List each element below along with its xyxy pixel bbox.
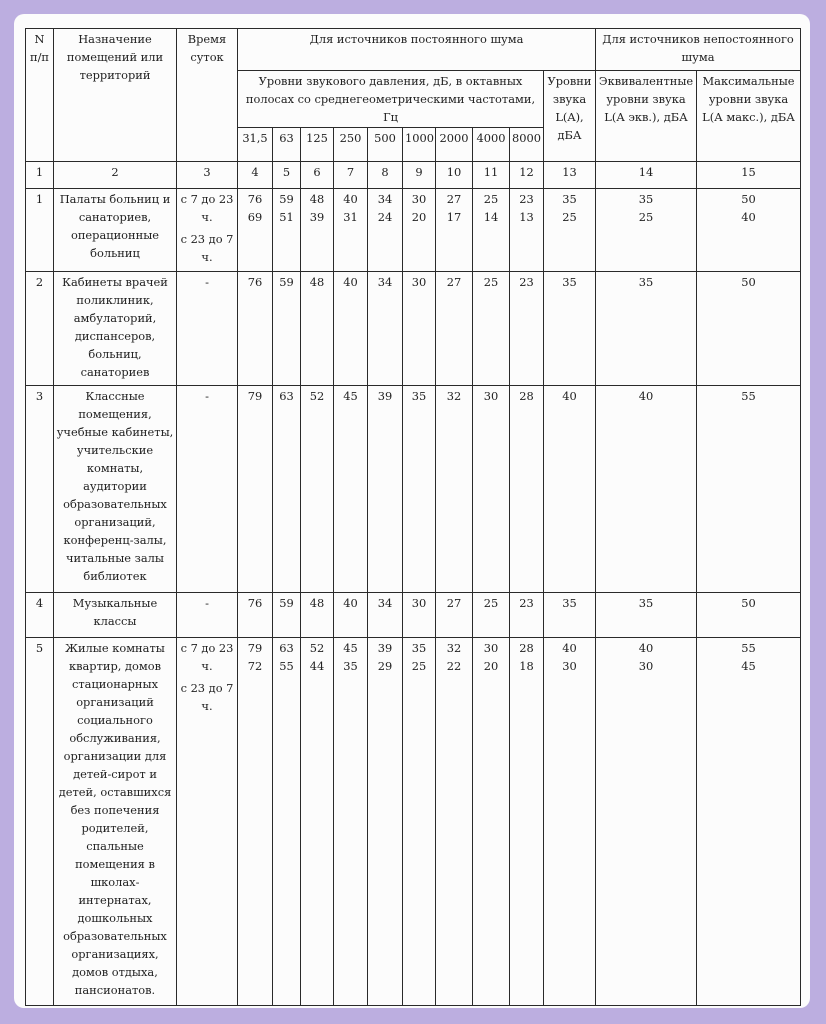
day-value: 63	[279, 641, 294, 655]
time-day: с 7 до 23 ч.	[180, 192, 234, 224]
night-value: 25	[411, 659, 427, 673]
value-cell	[368, 189, 403, 272]
header-constant-noise: Для источников постоянного шума	[238, 29, 596, 71]
value-cell	[403, 638, 436, 1006]
row-time: -	[177, 272, 238, 386]
row-number: 4	[26, 593, 54, 638]
time-night: с 23 до 7 ч.	[180, 681, 234, 713]
night-value: 69	[247, 210, 263, 224]
night-value: 45	[741, 659, 756, 673]
day-value: 30	[411, 192, 427, 206]
row-purpose: Кабинеты врачей поликлиник, амбулаторий, диспансеров, больниц, санаториев	[54, 272, 177, 386]
row-number: 2	[26, 272, 54, 386]
value-cell: 55	[697, 386, 801, 593]
value-cell: 48	[301, 593, 334, 638]
value-cell	[436, 638, 473, 1006]
value-cell: 52	[301, 386, 334, 593]
row-time	[177, 189, 238, 272]
row-number: 5	[26, 638, 54, 1006]
table-row	[26, 638, 801, 1006]
day-value: 23	[519, 192, 534, 206]
table-row	[26, 272, 801, 386]
value-cell: 40	[334, 272, 368, 386]
night-value: 40	[741, 210, 756, 224]
night-value: 31	[343, 210, 358, 224]
value-cell	[544, 189, 596, 272]
row-number: 1	[26, 189, 54, 272]
freq-cell: 250	[334, 128, 368, 162]
night-value: 25	[562, 210, 577, 224]
column-number: 15	[697, 162, 801, 189]
night-value: 18	[519, 659, 534, 673]
day-value: 45	[343, 641, 358, 655]
column-number: 5	[273, 162, 301, 189]
day-value: 59	[279, 192, 294, 206]
column-number: 4	[238, 162, 273, 189]
value-cell	[697, 189, 801, 272]
day-value: 35	[411, 641, 427, 655]
day-value: 39	[377, 641, 393, 655]
night-value: 72	[247, 659, 263, 673]
header-nonconstant-noise: Для источников непостоянного шума	[596, 29, 801, 71]
value-cell: 28	[510, 386, 544, 593]
table-row	[26, 593, 801, 638]
freq-cell: 8000	[510, 128, 544, 162]
value-cell: 39	[368, 386, 403, 593]
night-value: 29	[377, 659, 393, 673]
night-value: 35	[343, 659, 358, 673]
value-cell: 63	[273, 386, 301, 593]
value-cell: 35	[544, 272, 596, 386]
value-cell	[473, 638, 510, 1006]
value-cell: 32	[436, 386, 473, 593]
value-cell	[596, 189, 697, 272]
value-cell: 30	[403, 593, 436, 638]
day-value: 25	[483, 192, 499, 206]
column-number: 13	[544, 162, 596, 189]
value-cell	[473, 189, 510, 272]
value-cell: 76	[238, 272, 273, 386]
day-value: 79	[247, 641, 263, 655]
value-cell: 79	[238, 386, 273, 593]
value-cell	[301, 638, 334, 1006]
value-cell: 25	[473, 272, 510, 386]
night-value: 25	[638, 210, 654, 224]
freq-cell: 125	[301, 128, 334, 162]
value-cell: 59	[273, 593, 301, 638]
value-cell	[301, 189, 334, 272]
value-cell: 23	[510, 272, 544, 386]
column-number: 7	[334, 162, 368, 189]
day-value: 30	[483, 641, 499, 655]
column-number: 12	[510, 162, 544, 189]
freq-cell: 63	[273, 128, 301, 162]
night-value: 20	[411, 210, 427, 224]
value-cell: 40	[334, 593, 368, 638]
row-time: -	[177, 593, 238, 638]
column-number: 11	[473, 162, 510, 189]
freq-cell: 4000	[473, 128, 510, 162]
day-value: 40	[638, 641, 654, 655]
time-day: с 7 до 23 ч.	[180, 641, 234, 673]
row-time: -	[177, 386, 238, 593]
day-value: 28	[519, 641, 534, 655]
value-cell	[334, 638, 368, 1006]
value-cell: 23	[510, 593, 544, 638]
day-value: 50	[741, 192, 756, 206]
value-cell: 45	[334, 386, 368, 593]
freq-cell: 31,5	[238, 128, 273, 162]
day-value: 40	[562, 641, 577, 655]
value-cell: 50	[697, 593, 801, 638]
noise-standards-table	[25, 28, 801, 1006]
value-cell	[273, 638, 301, 1006]
day-value: 76	[247, 192, 263, 206]
night-value: 20	[483, 659, 499, 673]
value-cell: 35	[596, 593, 697, 638]
column-numbers-row	[26, 162, 801, 189]
column-number: 10	[436, 162, 473, 189]
day-value: 35	[562, 192, 577, 206]
value-cell: 30	[403, 272, 436, 386]
value-cell: 35	[544, 593, 596, 638]
night-value: 13	[519, 210, 534, 224]
value-cell	[436, 189, 473, 272]
night-value: 39	[309, 210, 325, 224]
day-value: 34	[377, 192, 393, 206]
night-value: 30	[562, 659, 577, 673]
night-value: 14	[483, 210, 499, 224]
document-page	[14, 14, 810, 1008]
value-cell	[334, 189, 368, 272]
value-cell: 40	[544, 386, 596, 593]
value-cell: 76	[238, 593, 273, 638]
night-value: 17	[446, 210, 462, 224]
value-cell: 25	[473, 593, 510, 638]
day-value: 27	[446, 192, 462, 206]
time-night: с 23 до 7 ч.	[180, 232, 234, 264]
day-value: 32	[446, 641, 462, 655]
day-value: 35	[638, 192, 654, 206]
value-cell: 27	[436, 272, 473, 386]
freq-cell: 2000	[436, 128, 473, 162]
day-value: 55	[741, 641, 756, 655]
value-cell	[544, 638, 596, 1006]
value-cell	[273, 189, 301, 272]
column-number: 8	[368, 162, 403, 189]
night-value: 44	[309, 659, 325, 673]
value-cell	[697, 638, 801, 1006]
table-row	[26, 189, 801, 272]
value-cell: 35	[403, 386, 436, 593]
value-cell: 35	[596, 272, 697, 386]
day-value: 40	[343, 192, 358, 206]
value-cell: 50	[697, 272, 801, 386]
table-row	[26, 386, 801, 593]
header-maximum-level: Максимальные уровни звука L(А макс.), дБА	[697, 71, 801, 162]
header-num: N п/п	[26, 29, 54, 162]
row-number: 3	[26, 386, 54, 593]
header-purpose: Назначение помещений или территорий	[54, 29, 177, 162]
value-cell: 34	[368, 272, 403, 386]
header-equivalent-level: Эквивалентные уровни звука L(А экв.), дБА	[596, 71, 697, 162]
night-value: 55	[279, 659, 294, 673]
day-value: 52	[309, 641, 325, 655]
night-value: 30	[638, 659, 654, 673]
freq-cell: 500	[368, 128, 403, 162]
value-cell	[368, 638, 403, 1006]
value-cell: 48	[301, 272, 334, 386]
column-number: 3	[177, 162, 238, 189]
header-time: Время суток	[177, 29, 238, 162]
value-cell: 27	[436, 593, 473, 638]
night-value: 24	[377, 210, 393, 224]
night-value: 51	[279, 210, 294, 224]
column-number: 1	[26, 162, 54, 189]
column-number: 6	[301, 162, 334, 189]
column-number: 9	[403, 162, 436, 189]
value-cell: 34	[368, 593, 403, 638]
value-cell: 30	[473, 386, 510, 593]
column-number: 2	[54, 162, 177, 189]
row-purpose: Жилые комнаты квартир, домов стационарных организаций социального обслуживания, организации для детей-сирот и детей, оставшихся без попечения родителей, спальные помещения в школах-интернатах, дошкольных образовательных организациях, домов отдыха, пансионатов.	[54, 638, 177, 1006]
value-cell	[510, 189, 544, 272]
header-row-1	[26, 29, 801, 71]
value-cell	[596, 638, 697, 1006]
row-time	[177, 638, 238, 1006]
row-purpose: Палаты больниц и санаториев, операционные больниц	[54, 189, 177, 272]
header-sound-level: Уровни звука L(A), дБА	[544, 71, 596, 162]
freq-cell: 1000	[403, 128, 436, 162]
row-purpose: Музыкальные классы	[54, 593, 177, 638]
night-value: 22	[446, 659, 462, 673]
day-value: 48	[309, 192, 325, 206]
value-cell	[403, 189, 436, 272]
value-cell	[238, 189, 273, 272]
value-cell: 40	[596, 386, 697, 593]
column-number: 14	[596, 162, 697, 189]
header-octave-levels: Уровни звукового давления, дБ, в октавных полосах со среднегеометрическими частотами, Гц	[238, 71, 544, 128]
value-cell	[510, 638, 544, 1006]
value-cell	[238, 638, 273, 1006]
row-purpose: Классные помещения, учебные кабинеты, учительские комнаты, аудитории образовательных организаций, конференц-залы, читальные залы библиотек	[54, 386, 177, 593]
value-cell: 59	[273, 272, 301, 386]
